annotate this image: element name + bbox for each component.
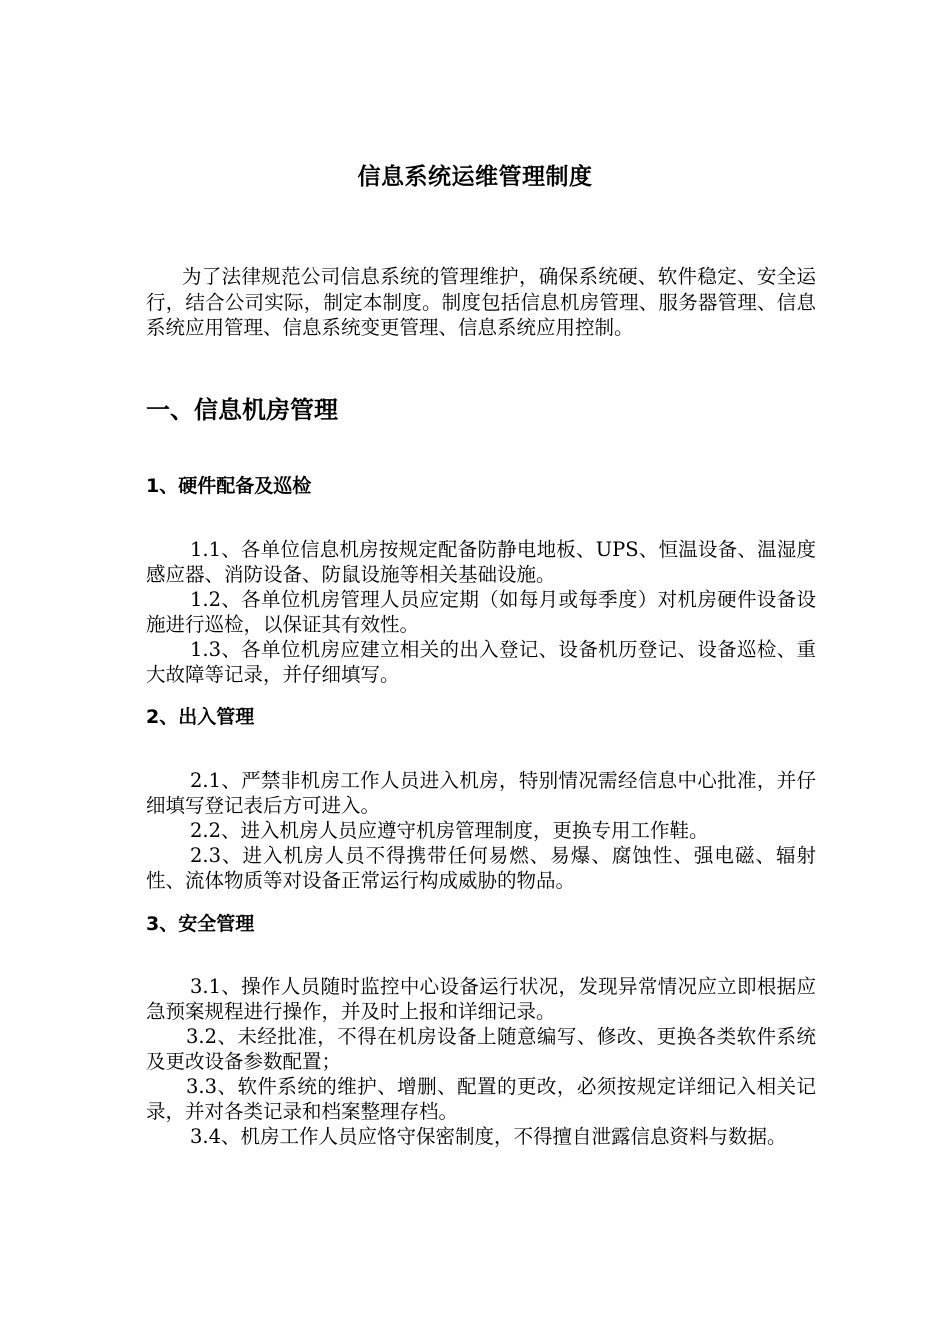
list-item: 1.3、各单位机房应建立相关的出入登记、设备机历登记、设备巡检、重大故障等记录，并仔细填写。 — [146, 638, 816, 686]
document-title: 信息系统运维管理制度 — [357, 164, 593, 190]
subsection-hardware-items — [146, 537, 816, 687]
list-item: 1.1、各单位信息机房按规定配备防静电地板、UPS、恒温设备、温湿度感应器、消防设备、防鼠设施等相关基础设施。 — [146, 538, 816, 586]
list-item: 3.2、未经批准，不得在机房设备上随意编写、修改、更换各类软件系统及更改设备参数配置； — [146, 1025, 816, 1073]
list-item: 2.3、进入机房人员不得携带任何易燃、易爆、腐蚀性、强电磁、辐射性、流体物质等对设备正常运行构成威胁的物品。 — [146, 844, 816, 892]
list-item: 2.2、进入机房人员应遵守机房管理制度，更换专用工作鞋。 — [190, 819, 709, 842]
subsection-heading-access: 2、出入管理 — [146, 706, 255, 728]
list-item: 3.1、操作人员随时监控中心设备运行状况，发现异常情况应立即根据应急预案规程进行操作，并及时上报和详细记录。 — [146, 975, 816, 1023]
subsection-security-items — [146, 974, 816, 1149]
subsection-heading-hardware: 1、硬件配备及巡检 — [146, 475, 312, 497]
intro-paragraph: 为了法律规范公司信息系统的管理维护，确保系统硬、软件稳定、安全运行，结合公司实际，制定本制度。制度包括信息机房管理、服务器管理、信息系统应用管理、信息系统变更管理、信息系统应用控制。 — [146, 265, 816, 339]
section-heading-1: 一、信息机房管理 — [146, 396, 338, 424]
list-item: 2.1、严禁非机房工作人员进入机房，特别情况需经信息中心批准，并仔细填写登记表后方可进入。 — [146, 769, 816, 817]
subsection-access-items — [146, 768, 816, 893]
list-item: 3.3、软件系统的维护、增删、配置的更改，必须按规定详细记入相关记录，并对各类记录和档案整理存档。 — [146, 1075, 816, 1123]
list-item: 3.4、机房工作人员应恪守保密制度，不得擅自泄露信息资料与数据。 — [190, 1125, 787, 1148]
list-item: 1.2、各单位机房管理人员应定期（如每月或每季度）对机房硬件设备设施进行巡检，以保证其有效性。 — [146, 588, 816, 636]
subsection-heading-security: 3、安全管理 — [146, 913, 255, 935]
